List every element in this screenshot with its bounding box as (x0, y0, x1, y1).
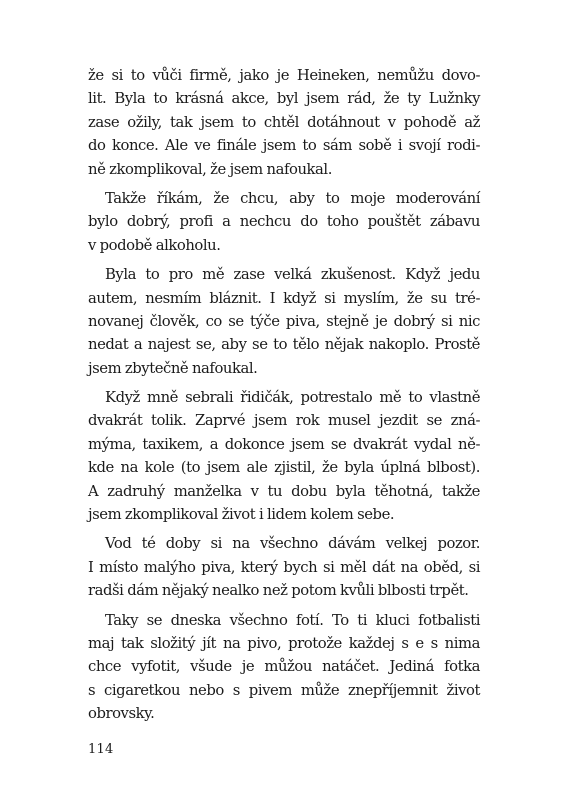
text-line: lit. Byla to krásná akce, byl jsem rád, že ty Lužnky (88, 90, 480, 108)
text-line: Byla to pro mě zase velká zkušenost. Když jedu (105, 266, 480, 284)
text-line: Když mně sebrali řidičák, potrestalo mě to vlastně (105, 389, 480, 407)
text-line: nedat a najest se, aby se to tělo nějak nakoplo. Prostě (88, 336, 480, 354)
text-line: ně zkomplikoval, že jsem nafoukal. (88, 160, 332, 178)
paragraph (88, 64, 480, 181)
text-line: do konce. Ale ve finále jsem to sám sobě i svojí rodi- (88, 137, 480, 155)
text-line: zase ožily, tak jsem to chtěl dotáhnout v pohodě až (88, 113, 480, 131)
text-line: obrovsky. (88, 705, 155, 723)
text-line: A zadruhý manželka v tu dobu byla těhotná, takže (88, 482, 480, 500)
paragraph (88, 532, 480, 602)
text-line: kde na kole (to jsem ale zjistil, že byla úplná blbost). (88, 459, 480, 477)
text-line: Taky se dneska všechno fotí. To ti kluci fotbalisti (105, 611, 480, 629)
paragraph (88, 187, 480, 257)
body-text (88, 64, 480, 726)
text-line: mýma, taxikem, a dokonce jsem se dvakrát vydal ně- (88, 435, 480, 453)
text-line: bylo dobrý, profi a nechcu do toho pouštět zábavu (88, 213, 480, 231)
text-line: radši dám nějaký nealko než potom kvůli blbosti trpět. (88, 582, 469, 600)
text-line: jsem zbytečně nafoukal. (88, 359, 258, 377)
text-line: dvakrát tolik. Zaprvé jsem rok musel jezdit se zná- (88, 412, 480, 430)
text-line: I místo malýho piva, který bych si měl dát na oběd, si (88, 558, 480, 576)
text-line: autem, nesmím bláznit. I když si myslím, že su tré- (88, 289, 480, 307)
text-line: maj tak složitý jít na pivo, protože každej s e s nima (88, 634, 480, 652)
text-line: v podobě alkoholu. (88, 236, 221, 254)
text-line: že si to vůči firmě, jako je Heineken, nemůžu dovo- (88, 67, 480, 84)
paragraph (88, 386, 480, 526)
text-line: novanej člověk, co se týče piva, stejně je dobrý si nic (88, 312, 480, 330)
paragraph (88, 609, 480, 726)
text-line: chce vyfotit, všude je můžou natáčet. Jediná fotka (88, 658, 480, 676)
text-line: Vod té doby si na všechno dávám velkej pozor. (105, 535, 480, 553)
paragraph (88, 263, 480, 380)
text-line: jsem zkomplikoval život i lidem kolem sebe. (88, 506, 395, 524)
page-number: 114 (88, 742, 114, 757)
text-line: s cigaretkou nebo s pivem může znepříjemnit život (88, 681, 480, 699)
text-line: Takže říkám, že chcu, aby to moje moderování (105, 189, 480, 207)
